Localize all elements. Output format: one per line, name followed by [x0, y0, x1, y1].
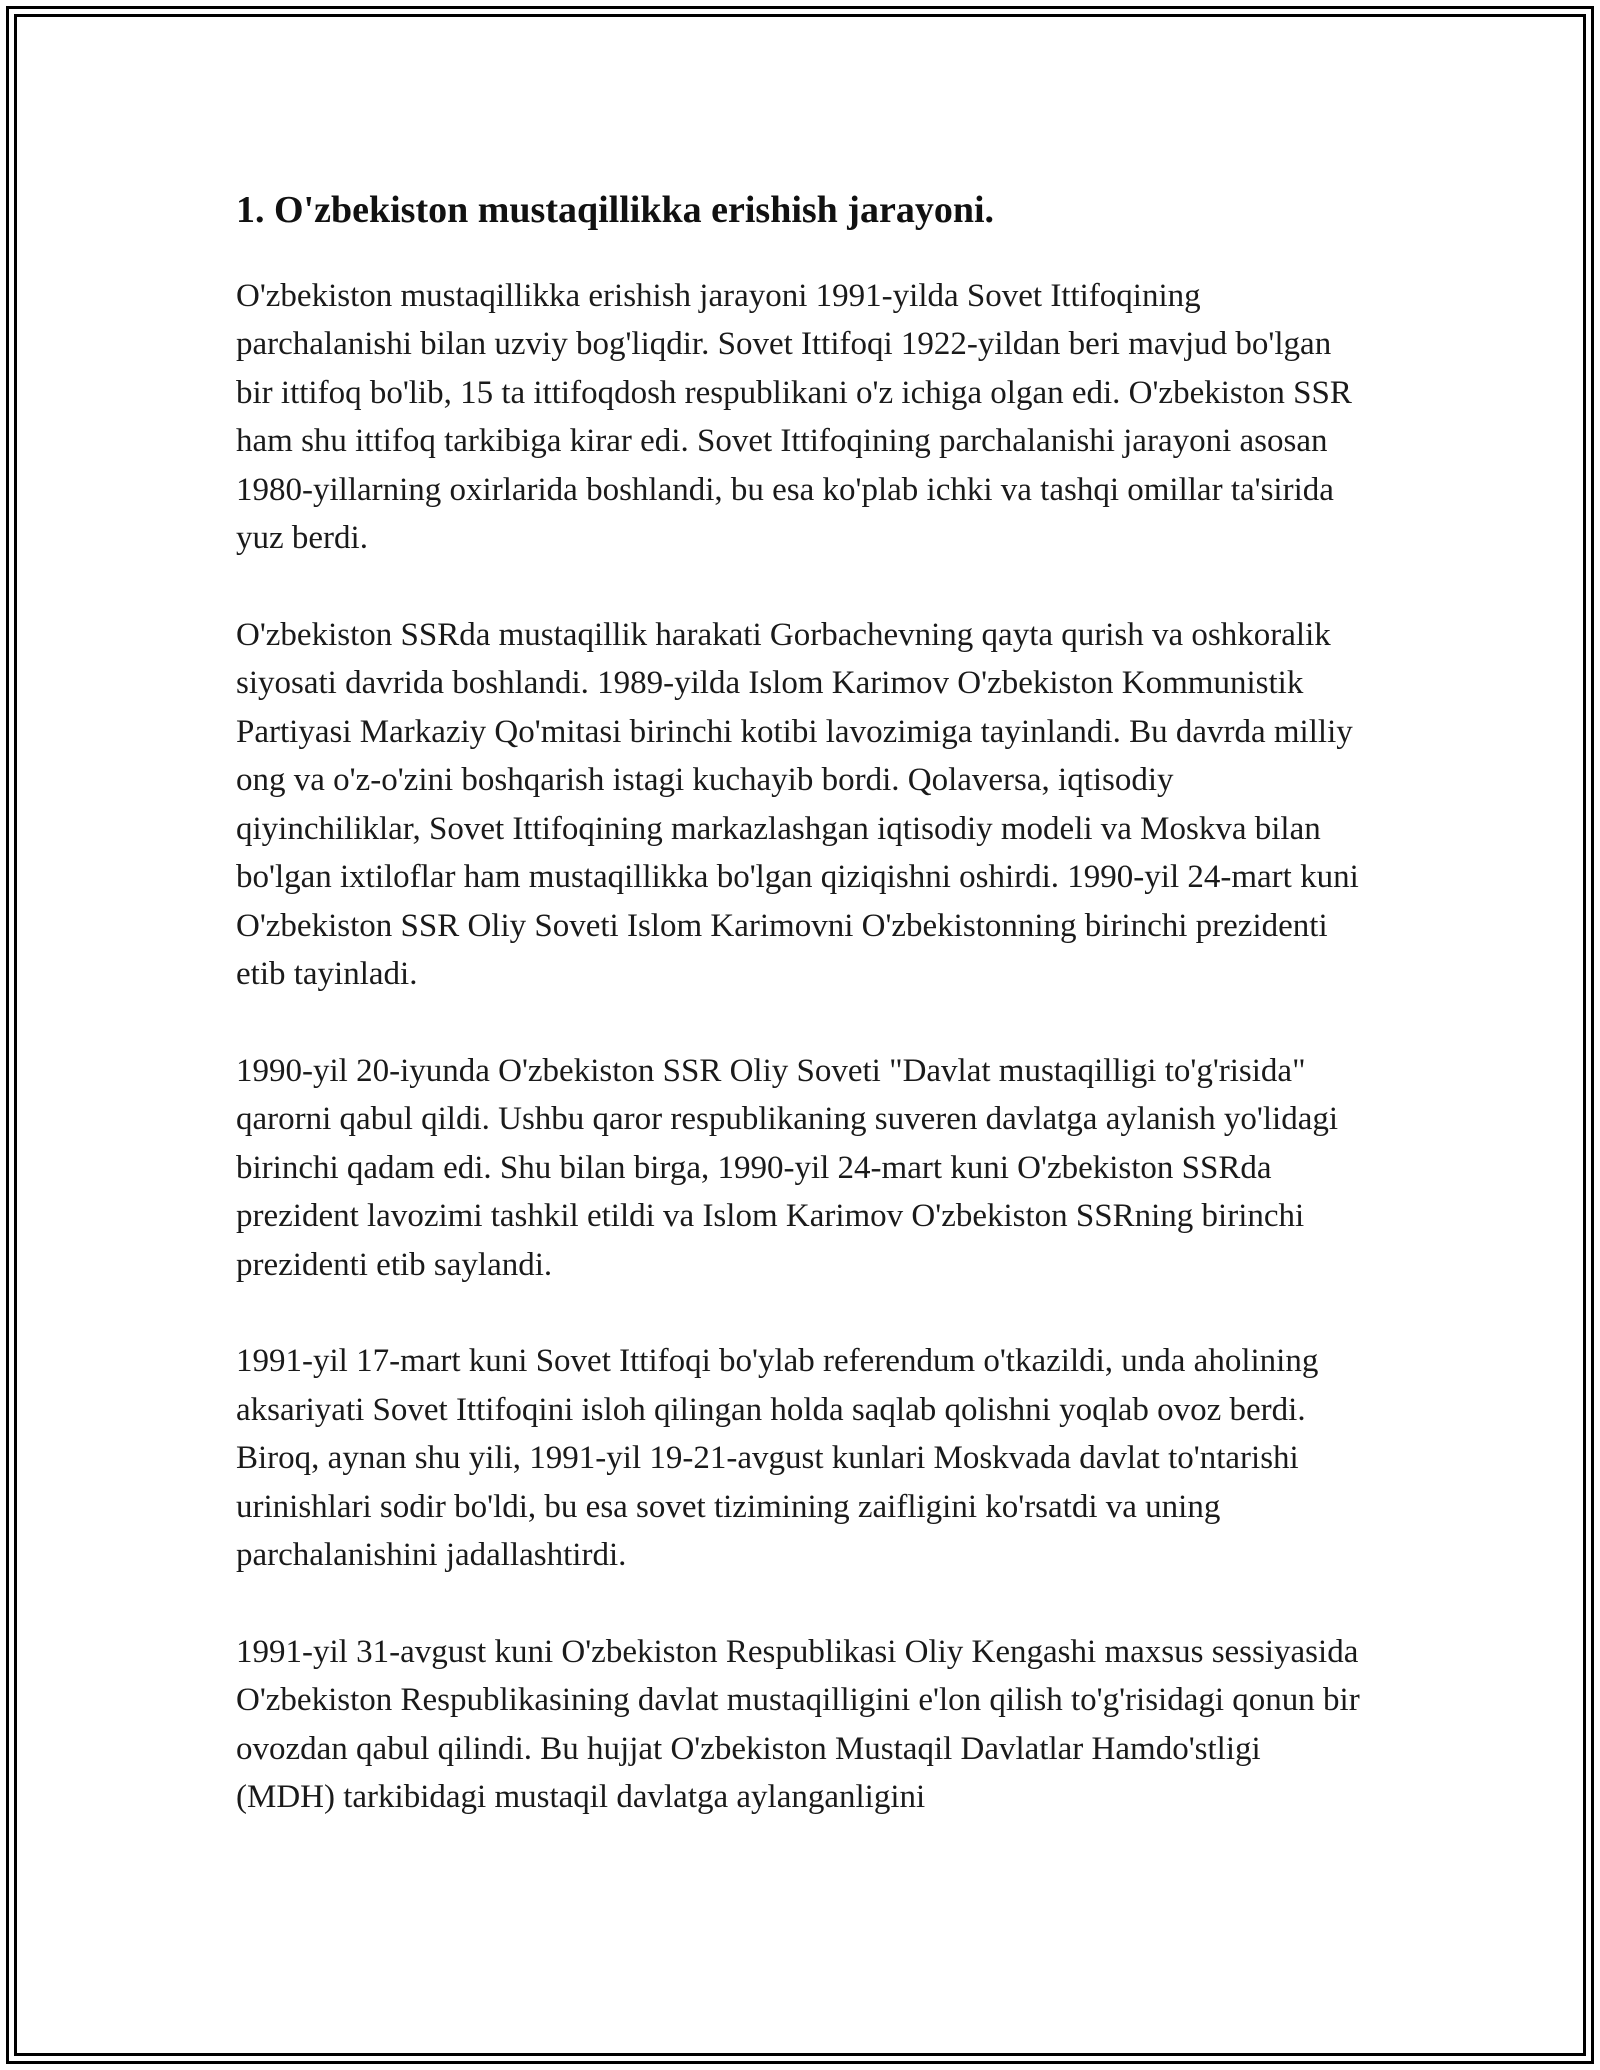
paragraph-5: 1991-yil 31-avgust kuni O'zbekiston Respublikasi Oliy Kengashi maxsus sessiyasida O'zbekiston Respublikasining davlat mustaqilligini e'lon qilish to'g'risidagi qonun bir ovozdan qabul qilindi. Bu hujjat O'zbekiston Mustaqil Davlatlar Hamdo'stligi (MDH) tarkibidagi mustaqil davlatga aylanganligini [236, 1633, 1360, 1816]
section-heading: 1. O'zbekiston mustaqillikka erishish jarayoni. [236, 189, 995, 231]
paragraph-2: O'zbekiston SSRda mustaqillik harakati Gorbachevning qayta qurish va oshkoralik siyosati davrida boshlandi. 1989-yilda Islom Karimov O'zbekiston Kommunistik Partiyasi Markaziy Qo'mitasi birinchi kotibi lavozimiga tayinlandi. Bu davrda milliy ong va o'z-o'zini boshqarish istagi kuchayib bordi. Qolaversa, iqtisodiy qiyinchiliklar, Sovet Ittifoqining markazlashgan iqtisodiy modeli va Moskva bilan bo'lgan ixtiloflar ham mustaqillikka bo'lgan qiziqishni oshirdi. 1990-yil 24-mart kuni O'zbekiston SSR Oliy Soveti Islom Karimovni O'zbekistonning birinchi prezidenti etib tayinladi. [236, 616, 1359, 993]
document-body [236, 188, 1366, 1870]
paragraph-3: 1990-yil 20-iyunda O'zbekiston SSR Oliy Soveti "Davlat mustaqilligi to'g'risida" qarorni qabul qildi. Ushbu qaror respublikaning suveren davlatga aylanish yo'lidagi birinchi qadam edi. Shu bilan birga, 1990-yil 24-mart kuni O'zbekiston SSRda prezident lavozimi tashkil etildi va Islom Karimov O'zbekiston SSRning birinchi prezidenti etib saylandi. [236, 1052, 1339, 1283]
paragraph-1: O'zbekiston mustaqillikka erishish jarayoni 1991-yilda Sovet Ittifoqining parchalanishi bilan uzviy bog'liqdir. Sovet Ittifoqi 1922-yildan beri mavjud bo'lgan bir ittifoq bo'lib, 15 ta ittifoqdosh respublikani o'z ichiga olgan edi. O'zbekiston SSR ham shu ittifoq tarkibiga kirar edi. Sovet Ittifoqining parchalanishi jarayoni asosan 1980-yillarning oxirlarida boshlandi, bu esa ko'plab ichki va tashqi omillar ta'sirida yuz berdi. [236, 277, 1352, 557]
paragraph-4: 1991-yil 17-mart kuni Sovet Ittifoqi bo'ylab referendum o'tkazildi, unda aholining aksariyati Sovet Ittifoqini isloh qilingan holda saqlab qolishni yoqlab ovoz berdi. Biroq, aynan shu yili, 1991-yil 19-21-avgust kunlari Moskvada davlat to'ntarishi urinishlari sodir bo'ldi, bu esa sovet tizimining zaifligini ko'rsatdi va uning parchalanishini jadallashtirdi. [236, 1343, 1319, 1574]
